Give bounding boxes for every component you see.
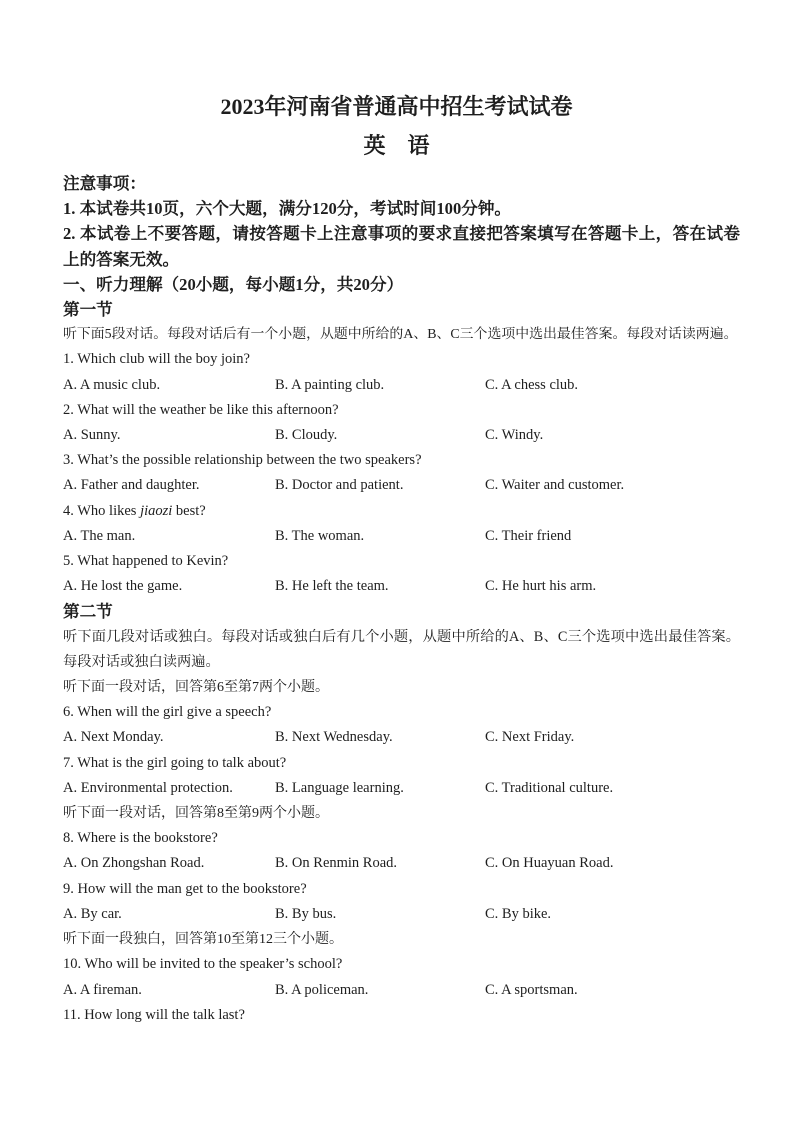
question-6-option-a: A. Next Monday. (63, 729, 164, 746)
section-1-heading: 第一节 (63, 300, 113, 320)
question-7-option-c: C. Traditional culture. (485, 779, 614, 796)
question-4-option-b: B. The woman. (275, 527, 365, 544)
dialog-group-3-instruction: 听下面一段独白，回答第10至第12三个小题。 (63, 932, 343, 948)
question-5-option-b: B. He left the team. (275, 578, 389, 595)
listening-part-heading: 一、听力理解（20小题，每小题1分，共20分） (63, 274, 404, 294)
question-6-option-c: C. Next Friday. (485, 729, 575, 746)
notice-heading: 注意事项： (63, 174, 146, 193)
question-1-options (63, 373, 740, 398)
question-9-option-a: A. By car. (63, 905, 122, 922)
question-6-option-b: B. Next Wednesday. (275, 729, 393, 746)
question-4-text-italic: jiaozi (140, 502, 173, 519)
question-3-options (63, 473, 740, 498)
question-9-options (63, 902, 740, 927)
notice-item-2: 2. 本试卷上不要答题，请按答题卡上注意事项的要求直接把答案填写在答题卡上，答在试卷上的答案无效。 (63, 224, 740, 269)
question-10-text: 10. Who will be invited to the speaker’s school? (63, 956, 343, 973)
question-6-options (63, 725, 740, 750)
question-9-text: 9. How will the man get to the bookstore? (63, 880, 307, 897)
question-7-text: 7. What is the girl going to talk about? (63, 754, 287, 771)
question-4-options (63, 524, 740, 549)
exam-body (63, 171, 740, 1028)
question-9-option-b: B. By bus. (275, 905, 337, 922)
subject-title: 英 语 (363, 133, 430, 158)
question-8-text: 8. Where is the bookstore? (63, 830, 218, 847)
question-6-text: 6. When will the girl give a speech? (63, 704, 272, 721)
question-2-option-b: B. Cloudy. (275, 427, 338, 444)
dialog-group-1-instruction: 听下面一段对话，回答第6至第7两个小题。 (63, 680, 329, 696)
question-4-text-suffix: best? (172, 502, 206, 519)
question-4-text (63, 499, 740, 524)
question-10-option-b: B. A policeman. (275, 981, 369, 998)
question-8-option-a: A. On Zhongshan Road. (63, 855, 205, 872)
notice-item-1: 1. 本试卷共10页，六个大题，满分120分，考试时间100分钟。 (63, 199, 512, 219)
section-2-heading: 第二节 (63, 602, 113, 622)
question-2-text: 2. What will the weather be like this afternoon? (63, 401, 339, 418)
question-8-option-b: B. On Renmin Road. (275, 855, 398, 872)
dialog-group-2-instruction: 听下面一段对话，回答第8至第9两个小题。 (63, 806, 329, 822)
question-7-option-b: B. Language learning. (275, 779, 404, 796)
question-1-text: 1. Which club will the boy join? (63, 351, 250, 368)
question-7-option-a: A. Environmental protection. (63, 779, 233, 796)
question-5-options (63, 574, 740, 599)
question-2-option-a: A. Sunny. (63, 427, 121, 444)
question-8-option-c: C. On Huayuan Road. (485, 855, 614, 872)
question-2-option-c: C. Windy. (485, 427, 544, 444)
question-3-text: 3. What’s the possible relationship between the two speakers? (63, 452, 422, 469)
question-3-option-a: A. Father and daughter. (63, 477, 200, 494)
question-3-option-b: B. Doctor and patient. (275, 477, 404, 494)
question-5-option-a: A. He lost the game. (63, 578, 183, 595)
section-2-instruction: 听下面几段对话或独白。每段对话或独白后有几个小题，从题中所给的A、B、C三个选项中选出最佳答案。每段对话或独白读两遍。 (63, 628, 740, 670)
question-1-option-b: B. A painting club. (275, 376, 385, 393)
question-5-text: 5. What happened to Kevin? (63, 553, 229, 570)
question-1-option-a: A. A music club. (63, 376, 161, 393)
question-10-option-a: A. A fireman. (63, 981, 142, 998)
question-11-text: 11. How long will the talk last? (63, 1006, 245, 1023)
exam-title: 2023年河南省普通高中招生考试试卷 (220, 94, 573, 119)
question-8-options (63, 851, 740, 876)
question-4-option-a: A. The man. (63, 527, 136, 544)
section-1-instruction: 听下面5段对话。每段对话后有一个小题，从题中所给的A、B、C三个选项中选出最佳答案。每段对话读两遍。 (63, 327, 738, 343)
question-10-options (63, 978, 740, 1003)
question-4-option-c: C. Their friend (485, 527, 572, 544)
question-2-options (63, 423, 740, 448)
question-7-options (63, 776, 740, 801)
question-1-option-c: C. A chess club. (485, 376, 579, 393)
question-9-option-c: C. By bike. (485, 905, 552, 922)
question-4-text-prefix: 4. Who likes (63, 502, 141, 519)
question-5-option-c: C. He hurt his arm. (485, 578, 597, 595)
question-10-option-c: C. A sportsman. (485, 981, 578, 998)
question-3-option-c: C. Waiter and customer. (485, 477, 625, 494)
